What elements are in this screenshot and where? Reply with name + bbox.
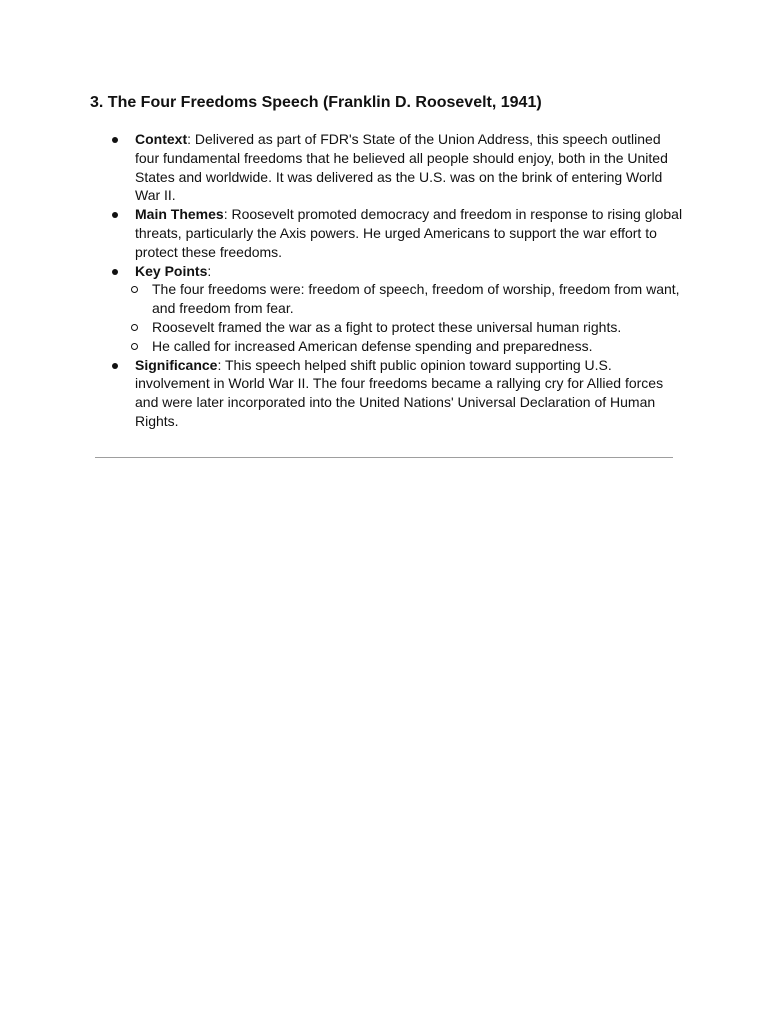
item-separator: :	[217, 356, 225, 373]
content-body	[107, 130, 687, 431]
horizontal-divider	[95, 457, 673, 458]
sub-list-item	[107, 318, 687, 337]
item-term: Context	[135, 131, 188, 147]
sub-item-text: Roosevelt framed the war as a fight to protect these universal human rights.	[152, 318, 622, 335]
sub-list-item	[107, 280, 687, 318]
item-separator: :	[223, 206, 232, 223]
item-separator: :	[187, 131, 195, 147]
list-item-context	[107, 130, 687, 205]
list-item-key-points	[107, 262, 687, 356]
item-term: Main Themes	[135, 206, 224, 223]
sub-bullet-list	[107, 280, 687, 355]
sub-list-item	[107, 337, 687, 356]
section-heading: 3. The Four Freedoms Speech (Franklin D. Roosevelt, 1941)	[90, 94, 542, 111]
item-text: This speech helped shift public opinion toward supporting U.S. involvement in World War II. The four freedoms became a rallying cry for Allied forces and were later incorporated into the United Nations' Universal Declaration of Human Rights.	[135, 356, 664, 429]
item-term: Key Points	[135, 262, 208, 279]
item-term: Significance	[135, 356, 218, 373]
list-item-main-themes	[107, 205, 687, 261]
list-item-significance	[107, 356, 687, 431]
item-separator: :	[207, 262, 212, 279]
bullet-list	[107, 130, 687, 431]
sub-item-text: The four freedoms were: freedom of speech, freedom of worship, freedom from want, and freedom from fear.	[152, 281, 680, 317]
sub-item-text: He called for increased American defense spending and preparedness.	[152, 337, 593, 354]
item-text: Roosevelt promoted democracy and freedom in response to rising global threats, particularly the Axis powers. He urged Americans to support the war effort to protect these freedoms.	[135, 206, 683, 260]
item-text: Delivered as part of FDR's State of the Union Address, this speech outlined four fundamental freedoms that he believed all people should enjoy, both in the United States and worldwide. It was delivered as the U.S. was on the brink of entering World War II.	[135, 131, 668, 204]
